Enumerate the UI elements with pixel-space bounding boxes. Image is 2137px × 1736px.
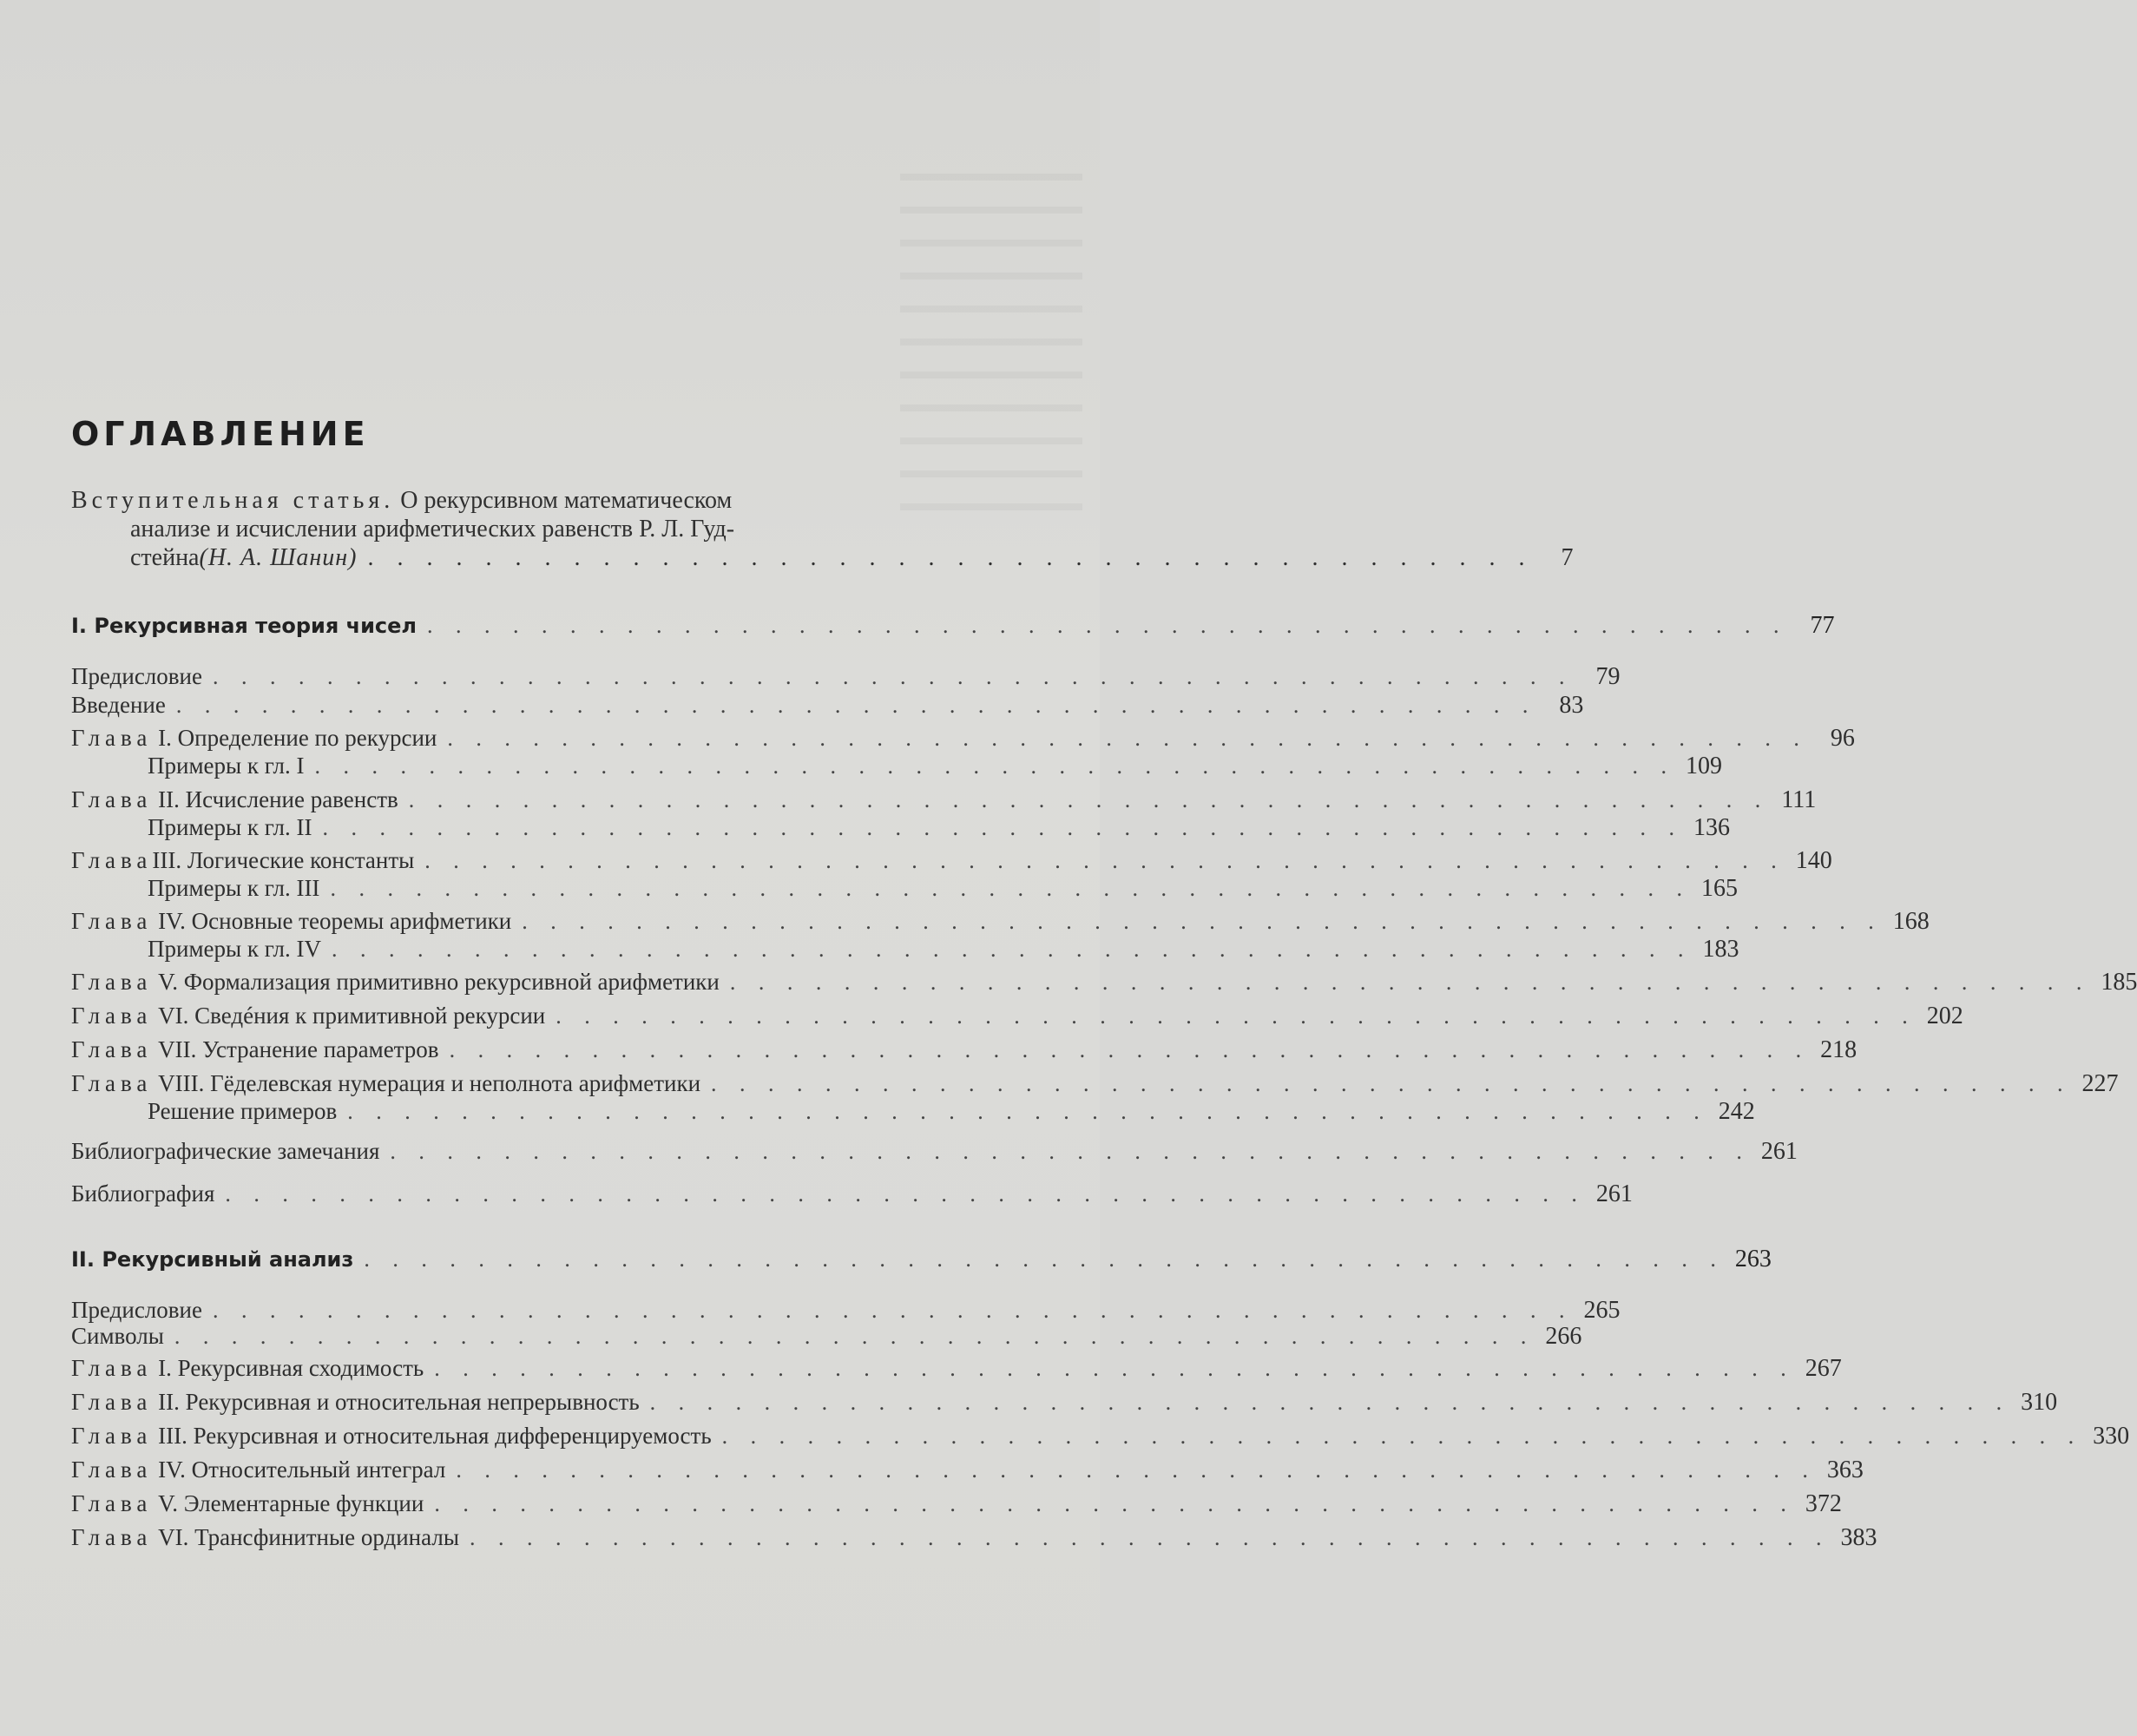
- leader-dots: . . . . . . . . . . . . . . . . . . . . . . . . . . . . . . . . . . . . . . . . . . . . . . . .: [174, 1324, 1535, 1349]
- toc-entry: [71, 1323, 1582, 1350]
- show-through-text: [900, 148, 1082, 512]
- chapter-word: Глава: [71, 725, 153, 751]
- entry-title-text: VIII. Гёделевская нумерация и неполнота арифметики: [152, 1070, 701, 1096]
- toc-entry: [71, 1355, 1842, 1382]
- entry-title: [148, 875, 319, 902]
- toc-entry: [71, 1036, 1858, 1063]
- toc-entry: [71, 1490, 1842, 1517]
- leader-dots: . . . . . . . . . . . . . . . . . . . . . . . . . . . . . . . . . . . . . . . .: [367, 544, 1534, 571]
- page-number: 168: [1892, 908, 1930, 935]
- leader-dots: . . . . . . . . . . . . . . . . . . . . . . . . . . . . . . . . . . . . . . . . . . . . . . . .: [426, 613, 1788, 638]
- page-number: 330: [2093, 1423, 2130, 1450]
- part-1-header: [71, 612, 1835, 640]
- leader-dots: . . . . . . . . . . . . . . . . . . . . . . . . . . . . . . . . . . . . . . . . . . . . . . . .: [449, 1037, 1811, 1062]
- entry-title: [71, 725, 437, 752]
- entry-title: [148, 814, 312, 841]
- toc-entry: [71, 969, 2137, 996]
- intro-page: 7: [1561, 544, 1574, 571]
- toc-entry: [71, 1138, 1798, 1165]
- page-number: 109: [1685, 753, 1722, 779]
- chapter-word: Глава: [71, 1003, 153, 1029]
- toc-entry: [148, 936, 1739, 963]
- toc-entry: [71, 1003, 1963, 1029]
- entry-title: [148, 1098, 337, 1125]
- entry-title: [71, 1323, 164, 1350]
- entry-title: [71, 1423, 712, 1450]
- leader-dots: . . . . . . . . . . . . . . . . . . . . . . . . . . . . . . . . . . . . . . . . . . . . . . . .: [347, 1099, 1708, 1124]
- intro-line-2: анализе и исчислении арифметических равенств Р. Л. Гуд-: [130, 516, 735, 542]
- leader-dots: . . . . . . . . . . . . . . . . . . . . . . . . . . . . . . . . . . . . . . . . . . . . . . . .: [447, 726, 1808, 751]
- leader-dots: . . . . . . . . . . . . . . . . . . . . . . . . . . . . . . . . . . . . . . . . . . . . . . . .: [721, 1424, 2083, 1449]
- toc-entry: [71, 1180, 1633, 1207]
- entry-title-text: IV. Относительный интеграл: [152, 1457, 446, 1483]
- page-number: 183: [1702, 936, 1739, 963]
- entry-title-text: Решение примеров: [148, 1098, 338, 1124]
- leader-dots: . . . . . . . . . . . . . . . . . . . . . . . . . . . . . . . . . . . . . . . . . . . . . . . .: [212, 664, 1574, 689]
- toc-entry: [148, 875, 1738, 902]
- part-2-header: [71, 1246, 1772, 1273]
- leader-dots: . . . . . . . . . . . . . . . . . . . . . . . . . . . . . . . . . . . . . . . . . . . . . . . .: [322, 815, 1683, 840]
- entry-title-text: II. Рекурсивная и относительная непрерывность: [152, 1389, 640, 1415]
- entry-title: [71, 1070, 700, 1097]
- leader-dots: . . . . . . . . . . . . . . . . . . . . . . . . . . . . . . . . . . . . . . . . . . . . . . . .: [314, 753, 1675, 779]
- chapter-word: Глава: [71, 1355, 153, 1381]
- entry-title: [71, 1389, 640, 1416]
- page-number: 267: [1805, 1355, 1842, 1382]
- intro-entry: [71, 486, 1574, 572]
- entry-title: [71, 847, 414, 874]
- toc-entry: [71, 908, 1930, 935]
- page-number: 218: [1820, 1036, 1858, 1063]
- entry-title: [71, 1297, 202, 1324]
- entry-title-text: V. Формализация примитивно рекурсивной арифметики: [152, 969, 720, 995]
- leader-dots: . . . . . . . . . . . . . . . . . . . . . . . . . . . . . . . . . . . . . . . . . . . . . . . .: [330, 876, 1691, 901]
- entry-title: [71, 613, 417, 640]
- entry-title-text: Примеры к гл. I: [148, 753, 305, 779]
- page-number: 266: [1545, 1323, 1582, 1350]
- entry-title-text: Предисловие: [71, 1297, 202, 1323]
- page-number: 261: [1760, 1138, 1798, 1165]
- leader-dots: . . . . . . . . . . . . . . . . . . . . . . . . . . . . . . . . . . . . . . . . . . . . . . . .: [390, 1139, 1751, 1164]
- chapter-word: Глава: [71, 1389, 153, 1415]
- toc-entry: [71, 1070, 2119, 1097]
- page-number: 242: [1718, 1098, 1755, 1125]
- entry-title: [71, 1036, 439, 1063]
- page-number: 363: [1826, 1457, 1864, 1483]
- chapter-word: Глава: [71, 1036, 153, 1062]
- chapter-word: Глава: [71, 1524, 153, 1550]
- page-number: 185: [2101, 969, 2137, 996]
- leader-dots: . . . . . . . . . . . . . . . . . . . . . . . . . . . . . . . . . . . . . . . . . . . . . . . .: [175, 693, 1537, 718]
- entry-title: [71, 1138, 379, 1165]
- page-number: 265: [1583, 1297, 1621, 1324]
- leader-dots: . . . . . . . . . . . . . . . . . . . . . . . . . . . . . . . . . . . . . . . . . . . . . . . .: [469, 1525, 1831, 1550]
- entry-title-text: VII. Устранение параметров: [152, 1036, 439, 1062]
- entry-title-text: II. Рекурсивный анализ: [71, 1247, 354, 1272]
- entry-title-text: III. Рекурсивная и относительная дифференцируемость: [152, 1423, 712, 1449]
- entry-title-text: Примеры к гл. IV: [148, 936, 321, 962]
- entry-title: [71, 786, 398, 813]
- entry-title-text: Библиография: [71, 1180, 215, 1207]
- entry-title: [71, 1490, 424, 1517]
- page-number: 96: [1830, 725, 1855, 752]
- entry-title-text: I. Рекурсивная теория чисел: [71, 614, 417, 638]
- toc-entry: [148, 814, 1730, 841]
- intro-line3-text: стейна: [130, 544, 200, 571]
- chapter-word: Глава: [71, 1423, 153, 1449]
- toc-entry: [71, 847, 1832, 874]
- page-number: 111: [1781, 786, 1817, 813]
- toc-entry: [71, 1457, 1864, 1483]
- page-number: 310: [2021, 1389, 2058, 1416]
- entry-title: [71, 969, 720, 996]
- chapter-word: Глава: [71, 969, 153, 995]
- entry-title-text: I. Определение по рекурсии: [152, 725, 437, 751]
- intro-line-1: [71, 486, 983, 515]
- chapter-word: Глава: [71, 847, 153, 873]
- page-number: 372: [1805, 1490, 1842, 1517]
- intro-label: Вступительная статья.: [71, 487, 395, 514]
- entry-title: [71, 1180, 214, 1207]
- entry-title-text: I. Рекурсивная сходимость: [152, 1355, 424, 1381]
- leader-dots: . . . . . . . . . . . . . . . . . . . . . . . . . . . . . . . . . . . . . . . . . . . . . . . .: [364, 1246, 1725, 1272]
- toc-entry: [71, 1297, 1621, 1324]
- page-number: 77: [1810, 612, 1835, 639]
- leader-dots: . . . . . . . . . . . . . . . . . . . . . . . . . . . . . . . . . . . . . . . . . . . . . . . .: [711, 1071, 2072, 1096]
- page-number: 136: [1693, 814, 1730, 841]
- entry-title-text: III. Логические константы: [152, 847, 415, 873]
- leader-dots: . . . . . . . . . . . . . . . . . . . . . . . . . . . . . . . . . . . . . . . . . . . . . . . .: [212, 1298, 1574, 1323]
- leader-dots: . . . . . . . . . . . . . . . . . . . . . . . . . . . . . . . . . . . . . . . . . . . . . . . .: [729, 970, 2091, 995]
- page-number: 263: [1734, 1246, 1772, 1272]
- toc-entry: [71, 692, 1584, 719]
- leader-dots: . . . . . . . . . . . . . . . . . . . . . . . . . . . . . . . . . . . . . . . . . . . . . . . .: [522, 909, 1883, 934]
- chapter-word: Глава: [71, 1490, 153, 1516]
- page-number: 83: [1559, 692, 1584, 719]
- entry-title: [71, 908, 511, 935]
- entry-title: [71, 692, 166, 719]
- leader-dots: . . . . . . . . . . . . . . . . . . . . . . . . . . . . . . . . . . . . . . . . . . . . . . . .: [408, 787, 1770, 812]
- entry-title-text: Символы: [71, 1323, 164, 1349]
- intro-author: (Н. А. Шанин): [199, 544, 358, 571]
- entry-title: [148, 936, 321, 963]
- page-number: 202: [1926, 1003, 1963, 1029]
- intro-line-3: [71, 543, 1574, 572]
- page-number: 165: [1700, 875, 1738, 902]
- entry-title: [71, 1003, 545, 1029]
- page-title: ОГЛАВЛЕНИЕ: [71, 415, 370, 453]
- page-number: 227: [2081, 1070, 2119, 1097]
- entry-title-text: V. Элементарные функции: [152, 1490, 424, 1516]
- leader-dots: . . . . . . . . . . . . . . . . . . . . . . . . . . . . . . . . . . . . . . . . . . . . . . . .: [434, 1356, 1795, 1381]
- entry-title-text: VI. Сведéния к примитивной рекурсии: [152, 1003, 546, 1029]
- entry-title: [148, 753, 304, 779]
- entry-title-text: Библиографические замечания: [71, 1138, 380, 1164]
- chapter-word: Глава: [71, 908, 153, 934]
- page-number: 79: [1595, 663, 1621, 690]
- toc-entry: [71, 1389, 2058, 1416]
- page-number: 140: [1795, 847, 1832, 874]
- entry-title: [71, 1355, 424, 1382]
- chapter-word: Глава: [71, 1457, 153, 1483]
- entry-title: [71, 663, 202, 690]
- toc-entry: [148, 1098, 1755, 1125]
- entry-title: [71, 1457, 445, 1483]
- leader-dots: . . . . . . . . . . . . . . . . . . . . . . . . . . . . . . . . . . . . . . . . . . . . . . . .: [649, 1390, 2011, 1415]
- entry-title-text: IV. Основные теоремы арифметики: [152, 908, 512, 934]
- entry-title-text: II. Исчисление равенств: [152, 786, 398, 812]
- toc-entry: [71, 1423, 2130, 1450]
- page-number: 383: [1840, 1524, 1877, 1551]
- leader-dots: . . . . . . . . . . . . . . . . . . . . . . . . . . . . . . . . . . . . . . . . . . . . . . . .: [434, 1491, 1795, 1516]
- chapter-word: Глава: [71, 786, 153, 812]
- leader-dots: . . . . . . . . . . . . . . . . . . . . . . . . . . . . . . . . . . . . . . . . . . . . . . . .: [225, 1181, 1586, 1207]
- entry-title-text: Предисловие: [71, 663, 202, 689]
- leader-dots: . . . . . . . . . . . . . . . . . . . . . . . . . . . . . . . . . . . . . . . . . . . . . . . .: [424, 848, 1785, 873]
- leader-dots: . . . . . . . . . . . . . . . . . . . . . . . . . . . . . . . . . . . . . . . . . . . . . . . .: [456, 1457, 1817, 1483]
- toc-entry: [71, 1524, 1877, 1551]
- leader-dots: . . . . . . . . . . . . . . . . . . . . . . . . . . . . . . . . . . . . . . . . . . . . . . . .: [556, 1003, 1917, 1029]
- toc-entry: [148, 753, 1722, 779]
- entry-title-text: Примеры к гл. II: [148, 814, 312, 840]
- entry-title-text: VI. Трансфинитные ординалы: [152, 1524, 459, 1550]
- toc-entry: [71, 663, 1621, 690]
- intro-line1-rest: О рекурсивном математическом: [394, 487, 733, 514]
- entry-title-text: Примеры к гл. III: [148, 875, 320, 901]
- entry-title: [71, 1246, 353, 1273]
- leader-dots: . . . . . . . . . . . . . . . . . . . . . . . . . . . . . . . . . . . . . . . . . . . . . . . .: [331, 937, 1693, 962]
- entry-title: [71, 1524, 459, 1551]
- toc-entry: [71, 725, 1855, 752]
- entry-title-text: Введение: [71, 692, 166, 718]
- page-number: 261: [1595, 1180, 1633, 1207]
- chapter-word: Глава: [71, 1070, 153, 1096]
- toc-entry: [71, 786, 1817, 813]
